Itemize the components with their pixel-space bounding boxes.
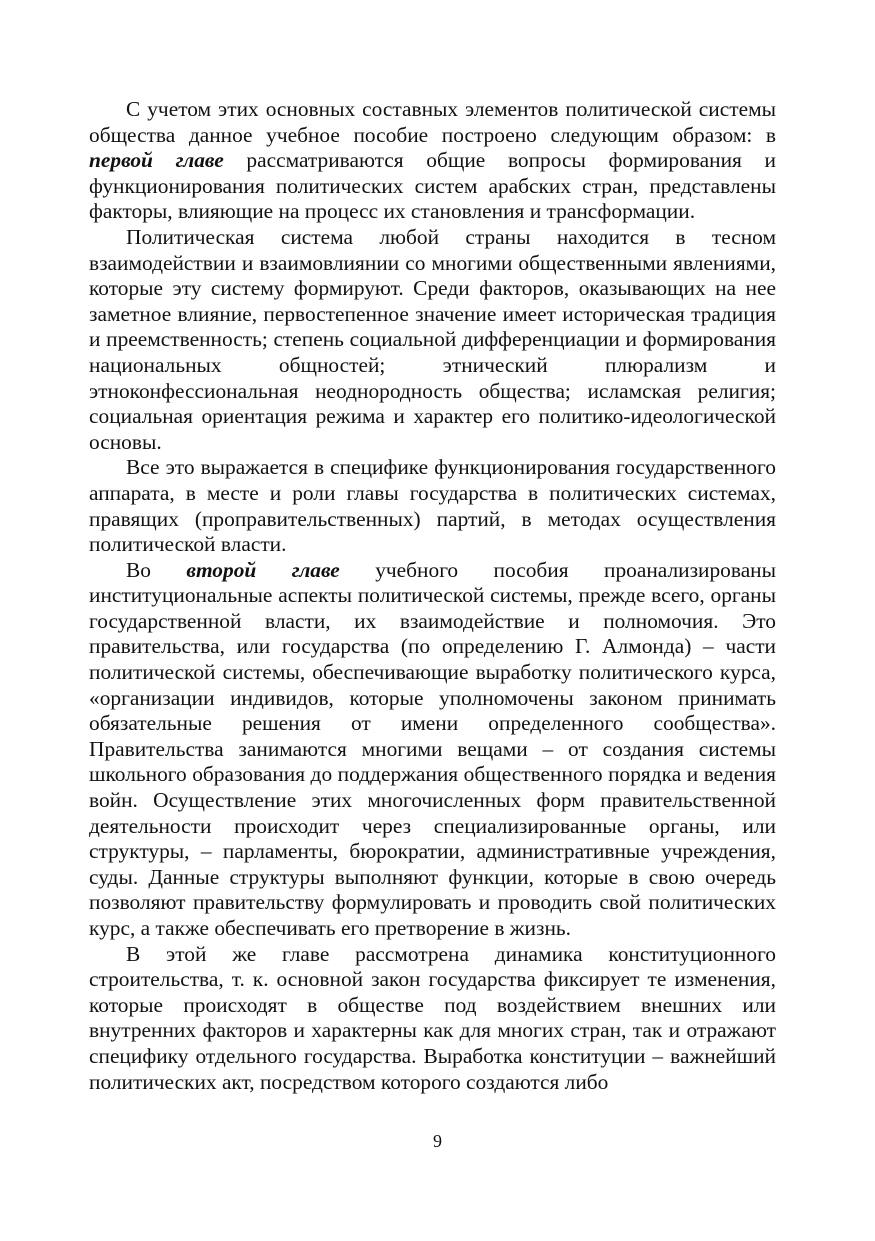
paragraph-1-text-before: С учетом этих основных составных элементов политической системы общества данное учебное пособие построено следующим образом: в	[89, 97, 776, 147]
paragraph-4-emphasis: второй главе	[186, 557, 340, 582]
page-number: 9	[433, 1131, 442, 1151]
paragraph-2: Политическая система любой страны находится в тесном взаимодействии и взаимовлиянии со многими общественными явлениями, которые эту систему формируют. Среди факторов, оказывающих на нее заметное влияние, первостепенное значение имеет историческая традиция и преемственность; степень социальной дифференциации и формирования национальных общностей; этнический плюрализм и этноконфессиональная неоднородность общества; исламская религия; социальная ориентация режима и характер его политико-идеологической основы.	[89, 224, 776, 454]
paragraph-4-text-after: учебного пособия проанализированы институциональные аспекты политической системы, прежде всего, органы государственной власти, их взаимодействие и полномочия. Это правительства, или государства (по определению Г. Алмонда) – части политической системы, обеспечивающие выработку политического курса, «организации индивидов, которые уполномочены законом принимать обязательные решения от имени определенного сообщества». Правительства занимаются многими вещами – от создания системы школьного образования до поддержания общественного порядка и ведения войн. Осуществление этих многочисленных форм правительственной деятельности происходит через специализированные органы, или структуры, – парламенты, бюрократии, административные учреждения, суды. Данные структуры выполняют функции, которые в свою очередь позволяют правительству формулировать и проводить свой политических курс, а также обеспечивать его претворение в жизнь.	[89, 557, 777, 940]
page-body	[89, 97, 776, 1095]
paragraph-1-text-after: рассматриваются общие вопросы формирования и функционирования политических систем арабских стран, представлены факторы, влияющие на процесс их становления и трансформации.	[89, 148, 776, 224]
paragraph-3: Все это выражается в специфике функционирования государственного аппарата, в месте и роли главы государства в политических системах, правящих (проправительственных) партий, в методах осуществления политической власти.	[89, 455, 776, 557]
paragraph-1-emphasis: первой главе	[89, 148, 224, 173]
paragraph-4	[89, 558, 776, 942]
paragraph-5: В этой же главе рассмотрена динамика конституционного строительства, т. к. основной закон государства фиксирует те изменения, которые происходят в обществе под воздействием внешних или внутренних факторов и характерны как для многих стран, так и отражают специфику отдельного государства. Выработка конституции – важнейший политических акт, посредством которого создаются либо	[89, 941, 776, 1094]
paragraph-1	[89, 97, 776, 225]
paragraph-4-text-before: Во	[126, 557, 187, 582]
